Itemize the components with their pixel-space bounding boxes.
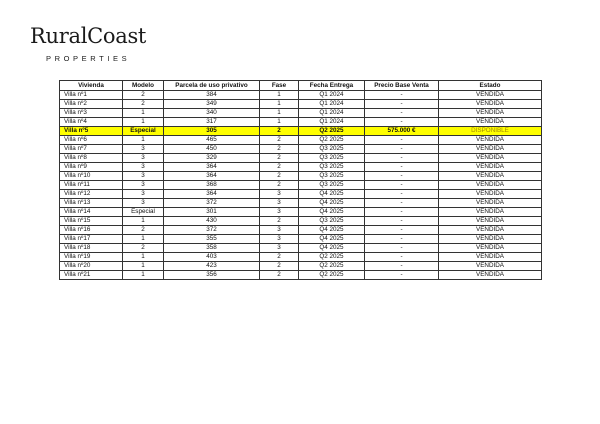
cell-vivienda: Villa nº20 bbox=[60, 262, 123, 271]
cell-modelo: 1 bbox=[123, 136, 164, 145]
cell-estado: VENDIDA bbox=[439, 253, 542, 262]
cell-vivienda: Villa nº18 bbox=[60, 244, 123, 253]
cell-fase: 3 bbox=[260, 244, 299, 253]
cell-parcela: 364 bbox=[164, 163, 260, 172]
cell-modelo: 1 bbox=[123, 253, 164, 262]
cell-fecha-entrega: Q4 2025 bbox=[299, 208, 365, 217]
cell-precio: - bbox=[365, 199, 439, 208]
table-row bbox=[60, 172, 542, 181]
cell-modelo: 3 bbox=[123, 163, 164, 172]
table-row bbox=[60, 244, 542, 253]
cell-fecha-entrega: Q3 2025 bbox=[299, 154, 365, 163]
cell-modelo: 2 bbox=[123, 226, 164, 235]
cell-parcela: 465 bbox=[164, 136, 260, 145]
cell-parcela: 340 bbox=[164, 109, 260, 118]
cell-vivienda: Villa nº16 bbox=[60, 226, 123, 235]
cell-vivienda: Villa nº4 bbox=[60, 118, 123, 127]
table-row bbox=[60, 226, 542, 235]
cell-vivienda: Villa nº3 bbox=[60, 109, 123, 118]
cell-vivienda: Villa nº5 bbox=[60, 127, 123, 136]
cell-estado: VENDIDA bbox=[439, 118, 542, 127]
cell-parcela: 430 bbox=[164, 217, 260, 226]
table-body bbox=[60, 91, 542, 280]
table-row bbox=[60, 208, 542, 217]
cell-precio: - bbox=[365, 118, 439, 127]
cell-precio: - bbox=[365, 154, 439, 163]
cell-estado: VENDIDA bbox=[439, 100, 542, 109]
table-row bbox=[60, 262, 542, 271]
cell-fecha-entrega: Q3 2025 bbox=[299, 163, 365, 172]
cell-estado: VENDIDA bbox=[439, 199, 542, 208]
cell-vivienda: Villa nº8 bbox=[60, 154, 123, 163]
cell-fase: 3 bbox=[260, 190, 299, 199]
cell-fase: 2 bbox=[260, 181, 299, 190]
cell-parcela: 356 bbox=[164, 271, 260, 280]
cell-precio: - bbox=[365, 100, 439, 109]
cell-precio: 575.000 € bbox=[365, 127, 439, 136]
cell-precio: - bbox=[365, 163, 439, 172]
cell-estado: VENDIDA bbox=[439, 91, 542, 100]
cell-precio: - bbox=[365, 217, 439, 226]
cell-estado: VENDIDA bbox=[439, 226, 542, 235]
cell-vivienda: Villa nº9 bbox=[60, 163, 123, 172]
cell-fecha-entrega: Q3 2025 bbox=[299, 217, 365, 226]
cell-parcela: 368 bbox=[164, 181, 260, 190]
cell-vivienda: Villa nº7 bbox=[60, 145, 123, 154]
cell-precio: - bbox=[365, 235, 439, 244]
header-precio: Precio Base Venta bbox=[365, 81, 439, 91]
cell-parcela: 355 bbox=[164, 235, 260, 244]
cell-fecha-entrega: Q1 2024 bbox=[299, 118, 365, 127]
cell-estado: VENDIDA bbox=[439, 244, 542, 253]
cell-modelo: 1 bbox=[123, 262, 164, 271]
cell-modelo: 1 bbox=[123, 271, 164, 280]
header-fase: Fase bbox=[260, 81, 299, 91]
cell-parcela: 384 bbox=[164, 91, 260, 100]
cell-modelo: 3 bbox=[123, 145, 164, 154]
cell-fase: 3 bbox=[260, 226, 299, 235]
table-row bbox=[60, 199, 542, 208]
cell-fase: 2 bbox=[260, 172, 299, 181]
cell-fase: 2 bbox=[260, 136, 299, 145]
cell-fecha-entrega: Q2 2025 bbox=[299, 253, 365, 262]
cell-modelo: 2 bbox=[123, 244, 164, 253]
cell-fase: 2 bbox=[260, 253, 299, 262]
cell-vivienda: Villa nº14 bbox=[60, 208, 123, 217]
cell-estado: VENDIDA bbox=[439, 136, 542, 145]
cell-modelo: 3 bbox=[123, 190, 164, 199]
table-row bbox=[60, 109, 542, 118]
cell-precio: - bbox=[365, 190, 439, 199]
table-row bbox=[60, 91, 542, 100]
cell-parcela: 358 bbox=[164, 244, 260, 253]
cell-fase: 3 bbox=[260, 199, 299, 208]
cell-parcela: 305 bbox=[164, 127, 260, 136]
cell-fecha-entrega: Q2 2025 bbox=[299, 127, 365, 136]
cell-vivienda: Villa nº1 bbox=[60, 91, 123, 100]
cell-fase: 1 bbox=[260, 91, 299, 100]
cell-fase: 3 bbox=[260, 208, 299, 217]
table-row bbox=[60, 190, 542, 199]
header-fecha-entrega: Fecha Entrega bbox=[299, 81, 365, 91]
cell-vivienda: Villa nº19 bbox=[60, 253, 123, 262]
table-row bbox=[60, 154, 542, 163]
cell-vivienda: Villa nº11 bbox=[60, 181, 123, 190]
cell-fase: 1 bbox=[260, 100, 299, 109]
cell-modelo: 3 bbox=[123, 181, 164, 190]
cell-precio: - bbox=[365, 172, 439, 181]
cell-fecha-entrega: Q2 2025 bbox=[299, 271, 365, 280]
logo-name: RuralCoast bbox=[30, 24, 147, 48]
cell-estado: VENDIDA bbox=[439, 163, 542, 172]
cell-estado: DISPONIBLE bbox=[439, 127, 542, 136]
cell-modelo: Especial bbox=[123, 127, 164, 136]
cell-precio: - bbox=[365, 253, 439, 262]
cell-fecha-entrega: Q3 2025 bbox=[299, 172, 365, 181]
cell-precio: - bbox=[365, 244, 439, 253]
cell-vivienda: Villa nº13 bbox=[60, 199, 123, 208]
cell-vivienda: Villa nº12 bbox=[60, 190, 123, 199]
cell-fase: 1 bbox=[260, 118, 299, 127]
cell-parcela: 450 bbox=[164, 145, 260, 154]
cell-estado: VENDIDA bbox=[439, 172, 542, 181]
cell-parcela: 372 bbox=[164, 226, 260, 235]
cell-estado: VENDIDA bbox=[439, 145, 542, 154]
cell-fecha-entrega: Q4 2025 bbox=[299, 226, 365, 235]
cell-fase: 2 bbox=[260, 262, 299, 271]
cell-fase: 2 bbox=[260, 154, 299, 163]
cell-fecha-entrega: Q4 2025 bbox=[299, 244, 365, 253]
cell-modelo: 2 bbox=[123, 91, 164, 100]
cell-precio: - bbox=[365, 271, 439, 280]
table-row bbox=[60, 145, 542, 154]
cell-precio: - bbox=[365, 109, 439, 118]
cell-parcela: 364 bbox=[164, 190, 260, 199]
cell-parcela: 372 bbox=[164, 199, 260, 208]
cell-estado: VENDIDA bbox=[439, 235, 542, 244]
logo-subtitle: PROPERTIES bbox=[46, 54, 131, 63]
cell-estado: VENDIDA bbox=[439, 271, 542, 280]
cell-estado: VENDIDA bbox=[439, 190, 542, 199]
table-row bbox=[60, 271, 542, 280]
table-row bbox=[60, 181, 542, 190]
header-estado: Estado bbox=[439, 81, 542, 91]
cell-fecha-entrega: Q3 2025 bbox=[299, 181, 365, 190]
header-parcela: Parcela de uso privativo bbox=[164, 81, 260, 91]
table-row bbox=[60, 136, 542, 145]
cell-modelo: 1 bbox=[123, 118, 164, 127]
cell-fecha-entrega: Q3 2025 bbox=[299, 145, 365, 154]
cell-precio: - bbox=[365, 145, 439, 154]
cell-fecha-entrega: Q2 2025 bbox=[299, 136, 365, 145]
cell-fecha-entrega: Q4 2025 bbox=[299, 199, 365, 208]
cell-precio: - bbox=[365, 181, 439, 190]
cell-parcela: 301 bbox=[164, 208, 260, 217]
cell-modelo: 3 bbox=[123, 199, 164, 208]
cell-precio: - bbox=[365, 136, 439, 145]
brand-logo bbox=[30, 24, 146, 63]
cell-vivienda: Villa nº21 bbox=[60, 271, 123, 280]
cell-precio: - bbox=[365, 226, 439, 235]
cell-modelo: 1 bbox=[123, 217, 164, 226]
cell-fase: 2 bbox=[260, 127, 299, 136]
cell-fase: 2 bbox=[260, 163, 299, 172]
cell-fecha-entrega: Q1 2024 bbox=[299, 100, 365, 109]
cell-parcela: 403 bbox=[164, 253, 260, 262]
cell-precio: - bbox=[365, 262, 439, 271]
table-row bbox=[60, 217, 542, 226]
cell-fecha-entrega: Q4 2025 bbox=[299, 190, 365, 199]
cell-modelo: 1 bbox=[123, 235, 164, 244]
cell-estado: VENDIDA bbox=[439, 181, 542, 190]
cell-vivienda: Villa nº10 bbox=[60, 172, 123, 181]
cell-fase: 2 bbox=[260, 271, 299, 280]
cell-parcela: 423 bbox=[164, 262, 260, 271]
cell-modelo: Especial bbox=[123, 208, 164, 217]
cell-fecha-entrega: Q4 2025 bbox=[299, 235, 365, 244]
cell-vivienda: Villa nº17 bbox=[60, 235, 123, 244]
cell-precio: - bbox=[365, 208, 439, 217]
cell-estado: VENDIDA bbox=[439, 262, 542, 271]
cell-fecha-entrega: Q1 2024 bbox=[299, 109, 365, 118]
cell-modelo: 3 bbox=[123, 172, 164, 181]
cell-estado: VENDIDA bbox=[439, 217, 542, 226]
cell-vivienda: Villa nº15 bbox=[60, 217, 123, 226]
table-row bbox=[60, 235, 542, 244]
cell-vivienda: Villa nº6 bbox=[60, 136, 123, 145]
table-row bbox=[60, 163, 542, 172]
table-row bbox=[60, 100, 542, 109]
cell-modelo: 2 bbox=[123, 100, 164, 109]
table-row bbox=[60, 118, 542, 127]
villas-table bbox=[59, 80, 542, 280]
table-header-row bbox=[60, 81, 542, 91]
header-vivienda: Vivienda bbox=[60, 81, 123, 91]
cell-estado: VENDIDA bbox=[439, 154, 542, 163]
table-row bbox=[60, 253, 542, 262]
cell-fecha-entrega: Q2 2025 bbox=[299, 262, 365, 271]
header-modelo: Modelo bbox=[123, 81, 164, 91]
cell-fase: 1 bbox=[260, 109, 299, 118]
cell-fase: 2 bbox=[260, 217, 299, 226]
cell-parcela: 364 bbox=[164, 172, 260, 181]
cell-fase: 2 bbox=[260, 145, 299, 154]
cell-estado: VENDIDA bbox=[439, 208, 542, 217]
cell-vivienda: Villa nº2 bbox=[60, 100, 123, 109]
cell-parcela: 317 bbox=[164, 118, 260, 127]
table-row bbox=[60, 127, 542, 136]
cell-modelo: 1 bbox=[123, 109, 164, 118]
cell-fecha-entrega: Q1 2024 bbox=[299, 91, 365, 100]
cell-fase: 3 bbox=[260, 235, 299, 244]
cell-parcela: 349 bbox=[164, 100, 260, 109]
cell-modelo: 3 bbox=[123, 154, 164, 163]
cell-parcela: 329 bbox=[164, 154, 260, 163]
cell-estado: VENDIDA bbox=[439, 109, 542, 118]
cell-precio: - bbox=[365, 91, 439, 100]
